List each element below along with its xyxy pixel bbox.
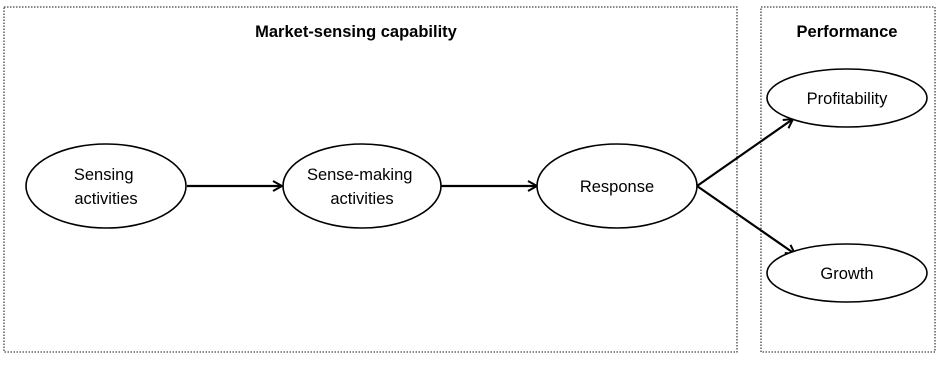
node-label: Sense-making activities (306, 166, 413, 208)
edge-response-to-growth (697, 186, 795, 254)
node-sense-making-activities (283, 144, 441, 228)
node-sensing-activities (26, 144, 186, 228)
node-growth (767, 244, 927, 302)
capability-group-title: Market-sensing capability (255, 23, 457, 41)
node-label: Growth (820, 265, 874, 283)
node-label: Response (579, 178, 655, 196)
node-response (537, 144, 697, 228)
node-label: Sensing activities (73, 166, 138, 208)
node-profitability (767, 69, 927, 127)
node-label: Profitability (806, 90, 888, 108)
edge-response-to-profitability (697, 119, 793, 186)
performance-group-title: Performance (796, 23, 898, 41)
